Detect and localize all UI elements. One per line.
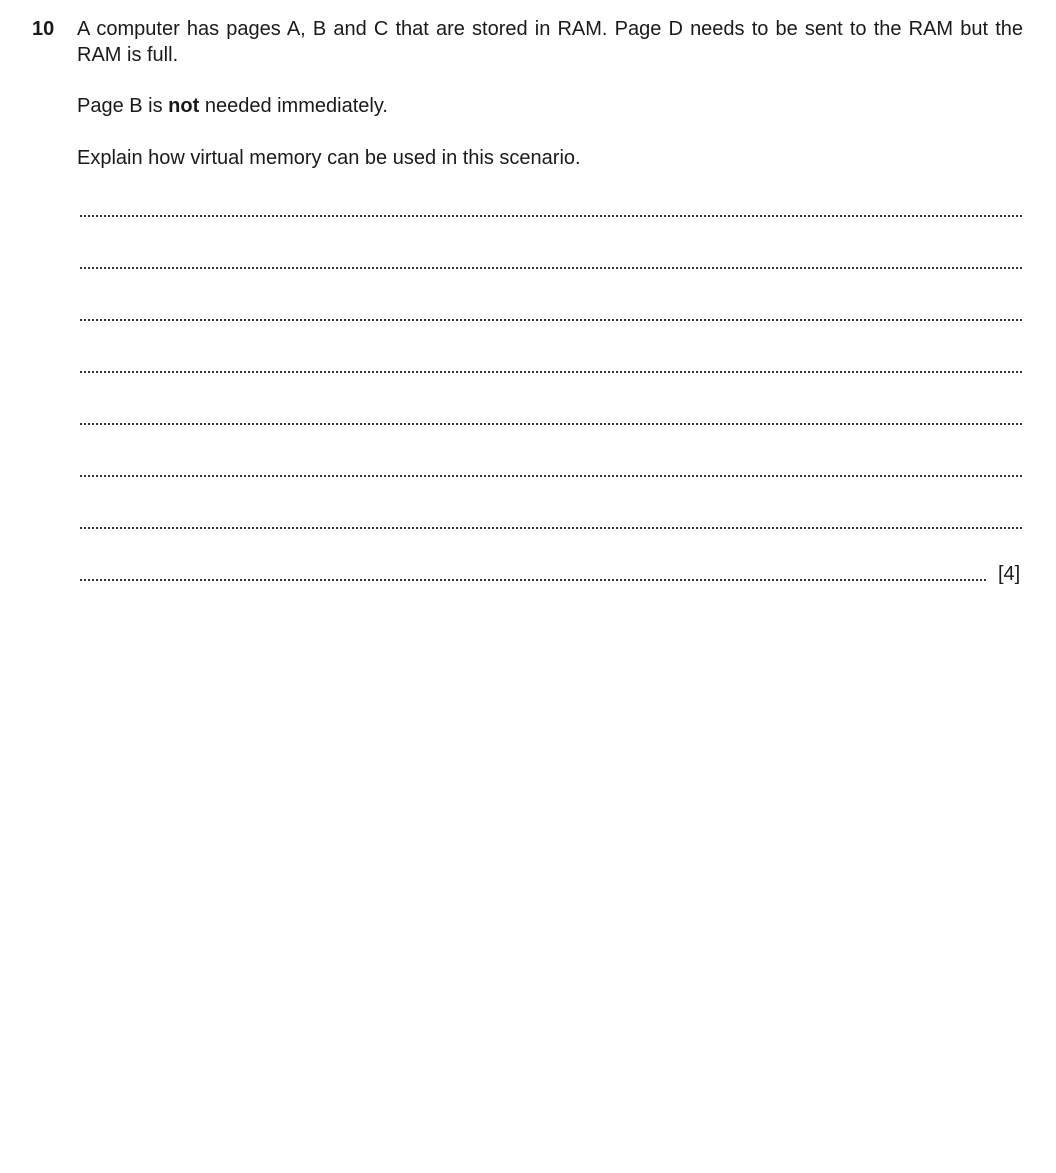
answer-line-6[interactable] (80, 475, 1022, 477)
answer-line-1[interactable] (80, 215, 1022, 217)
answer-line-3[interactable] (80, 319, 1022, 321)
question-instruction: Explain how virtual memory can be used in this scenario. (77, 147, 581, 169)
statement-prefix: Page B is (77, 95, 169, 117)
question-stem: A computer has pages A, B and C that are stored in RAM. Page D needs to be sent to the RAM but the RAM is full. (77, 18, 1023, 66)
question-statement (77, 93, 388, 119)
statement-emphasis: not (168, 95, 200, 117)
answer-line-5[interactable] (80, 423, 1022, 425)
answer-line-2[interactable] (80, 267, 1022, 269)
answer-line-7[interactable] (80, 527, 1022, 529)
marks-label: [4] (998, 563, 1021, 585)
statement-suffix: needed immediately. (199, 95, 388, 117)
answer-line-4[interactable] (80, 371, 1022, 373)
question-number: 10 (32, 18, 55, 40)
answer-line-8[interactable] (80, 579, 986, 581)
